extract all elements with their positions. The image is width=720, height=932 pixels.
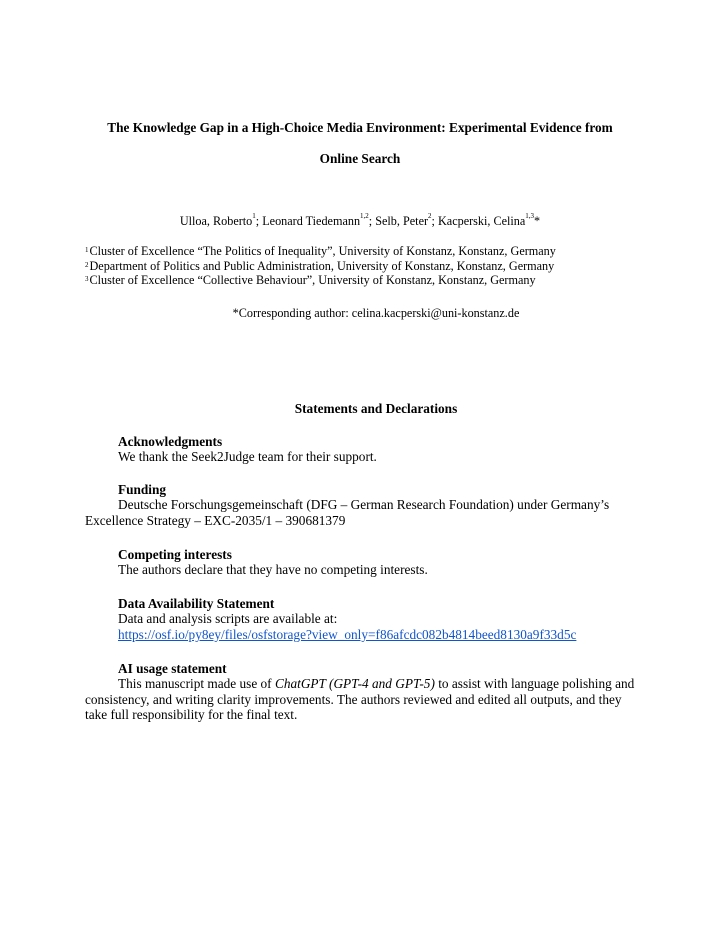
paper-title-line-2: Online Search <box>319 151 401 166</box>
funding-section <box>85 482 645 528</box>
data-availability-section <box>85 596 645 642</box>
affiliation-text: Department of Politics and Public Administration, University of Konstanz, Konstanz, Germany <box>89 258 555 273</box>
author-affiliation-number: 2 <box>428 212 432 220</box>
ai-usage-text <box>85 676 641 722</box>
author-name: Leonard Tiedemann <box>262 214 361 228</box>
affiliation-list <box>85 244 556 288</box>
affiliation-text: Cluster of Excellence “The Politics of Inequality”, University of Konstanz, Konstanz, Germany <box>89 244 556 258</box>
data-availability-link-line <box>85 627 645 642</box>
data-availability-heading: Data Availability Statement <box>118 596 275 611</box>
funding-heading: Funding <box>118 482 167 497</box>
corresponding-author: *Corresponding author: celina.kacperski@uni-konstanz.de <box>232 306 520 320</box>
affiliation-number: 1 <box>85 246 89 254</box>
competing-interests-heading: Competing interests <box>118 547 232 562</box>
author-separator: ; <box>368 214 376 228</box>
author-separator: * <box>534 214 541 228</box>
affiliation-item <box>85 244 556 259</box>
acknowledgments-heading: Acknowledgments <box>118 434 223 449</box>
affiliation-number: 2 <box>85 260 89 269</box>
author-separator: ; <box>431 214 438 228</box>
author-affiliation-number: 1,2 <box>360 212 369 220</box>
affiliation-text: Cluster of Excellence “Collective Behaviour”, University of Konstanz, Konstanz, Germany <box>89 273 536 288</box>
author-affiliation-number: 1,3 <box>525 212 535 220</box>
competing-interests-section <box>85 547 645 578</box>
author-affiliation-number: 1 <box>252 212 256 220</box>
author-name: Selb, Peter <box>375 214 429 228</box>
affiliation-item <box>85 273 556 288</box>
paper-title-line-1: The Knowledge Gap in a High-Choice Media Environment: Experimental Evidence from <box>107 120 613 135</box>
author-name: Kacperski, Celina <box>437 214 526 228</box>
ai-usage-section <box>85 661 641 723</box>
funding-text: Deutsche Forschungsgemeinschaft (DFG – German Research Foundation) under Germany’s Excellence Strategy – EXC-2035/1 – 390681379 <box>85 497 610 528</box>
acknowledgments-text: We thank the Seek2Judge team for their support. <box>118 449 377 465</box>
competing-interests-text: The authors declare that they have no competing interests. <box>118 562 428 578</box>
author-separator: ; <box>255 214 263 228</box>
statements-heading: Statements and Declarations <box>294 401 458 416</box>
ai-usage-text-before: This manuscript made use of <box>118 676 275 692</box>
affiliation-item <box>85 259 556 274</box>
data-link[interactable]: https://osf.io/py8ey/files/osfstorage?view_only=f86afcdc082b4814beed8130a9f33d5c <box>118 626 577 642</box>
author-name: Ulloa, Roberto <box>179 214 253 228</box>
ai-usage-heading: AI usage statement <box>118 661 227 676</box>
affiliation-number: 3 <box>85 275 89 284</box>
acknowledgments-section <box>85 434 645 465</box>
author-list <box>0 214 720 229</box>
ai-tool-name: ChatGPT (GPT-4 and GPT-5) <box>274 676 435 692</box>
data-availability-text: Data and analysis scripts are available at: <box>118 611 338 627</box>
ai-usage-text-after: to assist with language polishing and consistency, and writing clarity improvements. The authors reviewed and edited all outputs, and they take full responsibility for the final text. <box>85 676 635 723</box>
